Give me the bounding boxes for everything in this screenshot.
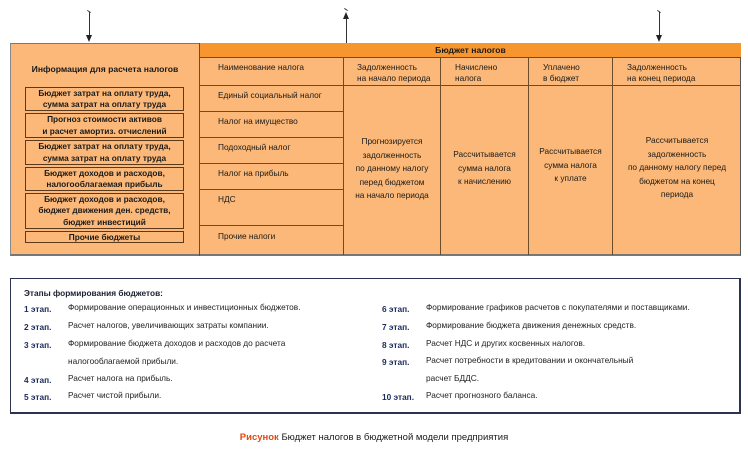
divider — [200, 85, 741, 86]
stage-number: 1 этап. — [24, 304, 52, 314]
divider — [200, 189, 343, 190]
stage-number: 10 этап. — [382, 392, 415, 402]
description-debt-start: Прогнозируется задолженность по данному налогу перед бюджетом на начало периода — [355, 136, 429, 200]
stage-number: 5 этап. — [24, 392, 52, 402]
info-box: Бюджет доходов и расходов, бюджет движения ден. средств, бюджет инвестиций — [25, 193, 184, 229]
column-header-accrued: Начислено налога — [455, 62, 498, 83]
stage-text: Расчет налогов, увеличивающих затраты компании. — [68, 320, 269, 330]
info-box: Прочие бюджеты — [25, 231, 184, 243]
divider — [200, 137, 343, 138]
info-box: Бюджет доходов и расходов, налогооблагаемая прибыль — [25, 167, 184, 191]
stage-text: Расчет потребности в кредитовании и окончательный расчет БДДС. — [426, 355, 634, 383]
tax-name: НДС — [218, 194, 236, 204]
tax-name: Прочие налоги — [218, 231, 276, 241]
stage-number: 9 этап. — [382, 357, 410, 367]
figure-caption — [0, 432, 748, 443]
budget-header: Бюджет налогов — [200, 43, 741, 58]
column-header-paid: Уплачено в бюджет — [543, 62, 580, 83]
tax-name: Налог на прибыль — [218, 168, 289, 178]
tax-name: Подоходный налог — [218, 142, 291, 152]
description-debt-end: Рассчитывается задолженность по данному налогу перед бюджетом на конец периода — [627, 135, 727, 199]
stage-number: 7 этап. — [382, 322, 410, 332]
stage-number: 6 этап. — [382, 304, 410, 314]
divider — [200, 163, 343, 164]
info-column-title: Информация для расчета налогов — [31, 64, 179, 74]
divider — [200, 111, 343, 112]
info-box: Бюджет затрат на оплату труда, сумма затрат на оплату труда — [25, 140, 184, 165]
column-header-name: Наименование налога — [218, 62, 305, 72]
stage-text: Формирование бюджета движения денежных средств. — [426, 320, 637, 330]
description-accrued: Рассчитывается сумма налога к начислению — [453, 149, 516, 186]
info-box: Прогноз стоимости активов и расчет амортиз. отчислений — [25, 113, 184, 138]
tax-name: Единый социальный налог — [218, 90, 322, 100]
caption-text: Бюджет налогов в бюджетной модели предприятия — [278, 432, 509, 443]
stage-number: 4 этап. — [24, 375, 52, 385]
stages-title: Этапы формирования бюджетов: — [24, 288, 163, 298]
stage-text: Расчет прогнозного баланса. — [426, 390, 538, 400]
info-box: Бюджет затрат на оплату труда, сумма затрат на оплату труда — [25, 87, 184, 111]
stage-number: 2 этап. — [24, 322, 52, 332]
column-header-debt-end: Задолженность на конец периода — [627, 62, 696, 83]
stage-text: Расчет НДС и других косвенных налогов. — [426, 338, 586, 348]
stage-text: Расчет чистой прибыли. — [68, 390, 162, 400]
stage-number: 8 этап. — [382, 340, 410, 350]
stage-text: Формирование операционных и инвестиционных бюджетов. — [68, 302, 301, 312]
stage-text: Формирование бюджета доходов и расходов до расчета налогооблагаемой прибыли. — [68, 338, 286, 366]
divider — [200, 225, 343, 226]
stage-text: Расчет налога на прибыль. — [68, 373, 173, 383]
tax-name: Налог на имущество — [218, 116, 298, 126]
column-header-debt-start: Задолженность на начало периода — [357, 62, 431, 83]
description-paid: Рассчитывается сумма налога к уплате — [539, 146, 602, 183]
caption-lead: Рисунок — [239, 432, 279, 443]
stage-number: 3 этап. — [24, 340, 52, 350]
stage-text: Формирование графиков расчетов с покупателями и поставщиками. — [426, 302, 690, 312]
